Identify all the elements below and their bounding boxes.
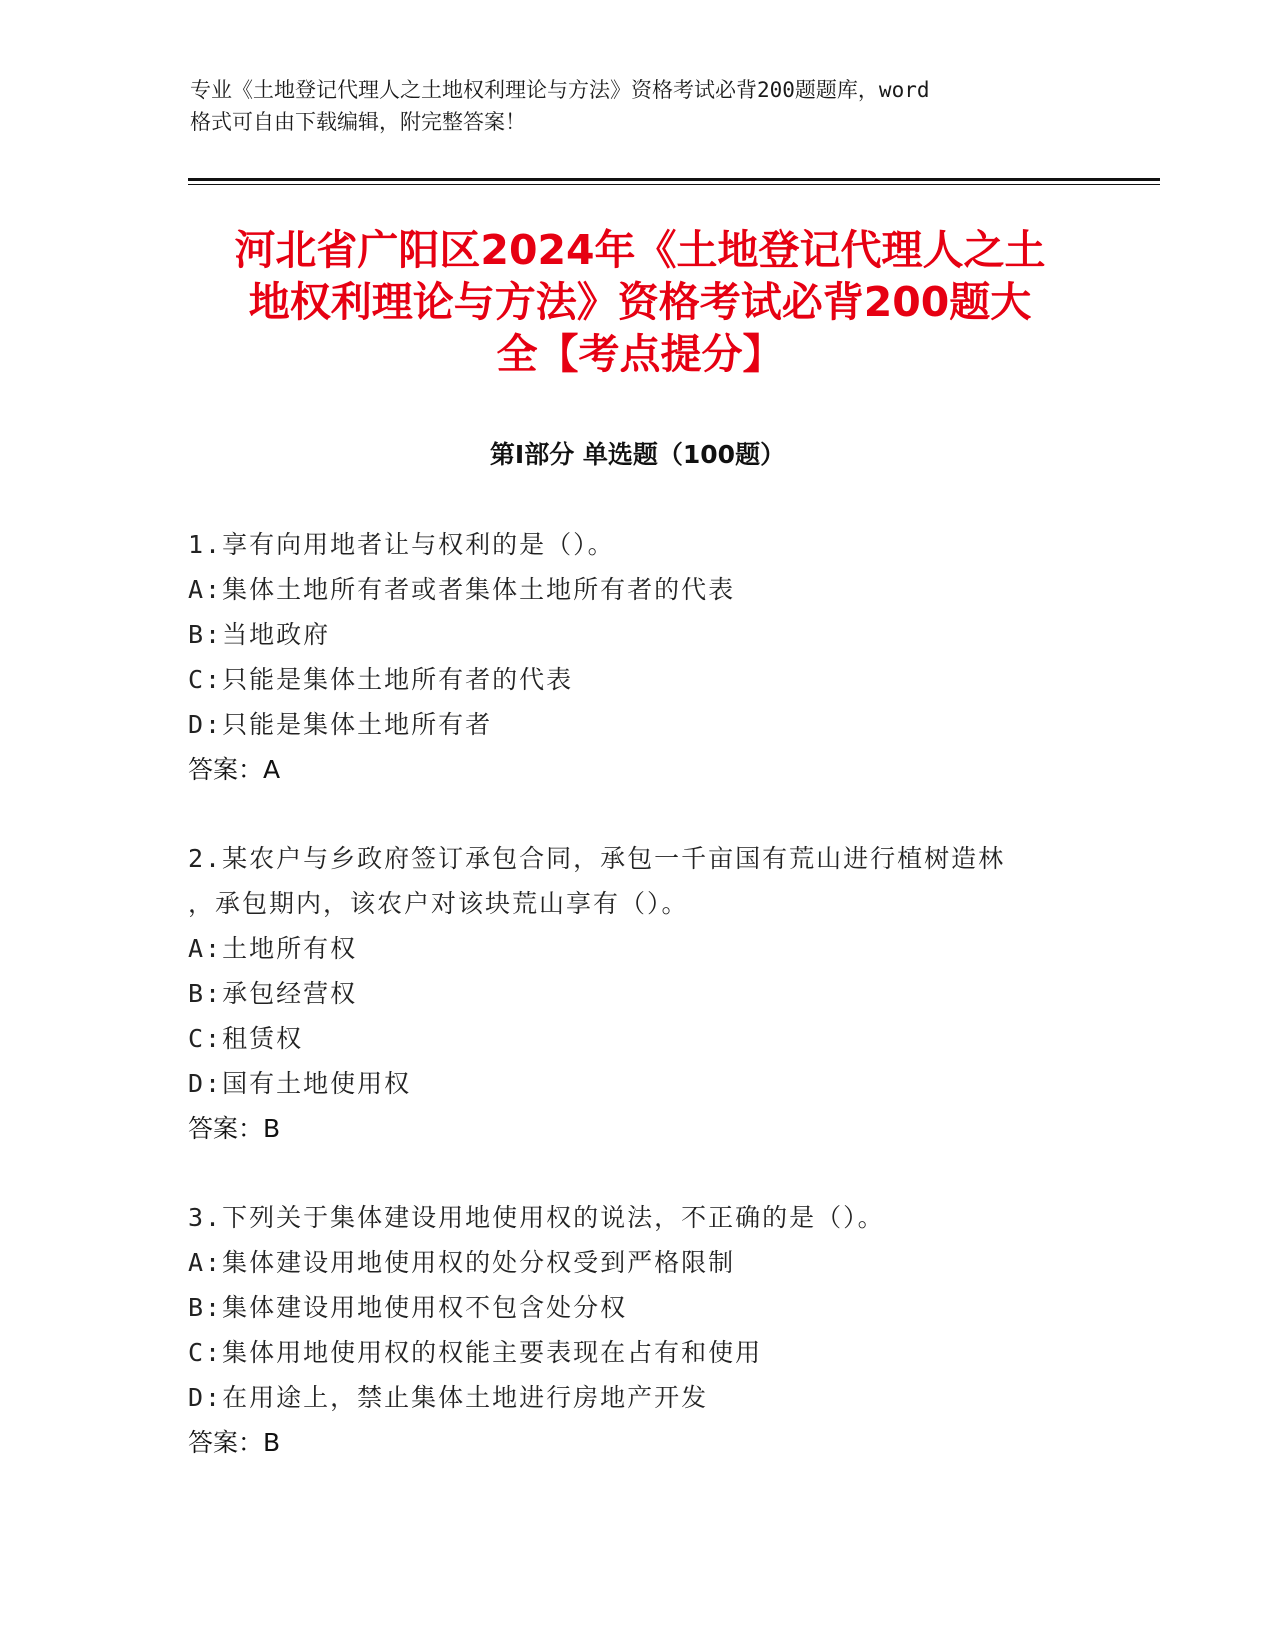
header-note-line-2: 格式可自由下载编辑，附完整答案！: [190, 110, 526, 134]
header-divider-thick: [188, 178, 1160, 181]
option-a: A:集体土地所有者或者集体土地所有者的代表: [188, 575, 736, 604]
question-stem-line: 1.享有向用地者让与权利的是（）。: [188, 530, 615, 559]
option-a: A:土地所有权: [188, 934, 358, 963]
answer-line: 答案：B: [188, 1428, 281, 1457]
answer-line: 答案：A: [188, 755, 281, 784]
option-b: B:承包经营权: [188, 979, 358, 1008]
option-d: D:只能是集体土地所有者: [188, 710, 493, 739]
header-divider-thin: [188, 184, 1160, 185]
question-item: [188, 836, 1088, 1151]
option-d: D:在用途上，禁止集体土地进行房地产开发: [188, 1383, 709, 1412]
document-title: [180, 224, 1100, 380]
question-item: [188, 1195, 1088, 1465]
answer-line: 答案：B: [188, 1114, 281, 1143]
option-c: C:只能是集体土地所有者的代表: [188, 665, 574, 694]
option-d: D:国有土地使用权: [188, 1069, 412, 1098]
question-stem-line: ，承包期内，该农户对该块荒山享有（）。: [188, 889, 689, 918]
option-b: B:当地政府: [188, 620, 331, 649]
option-c: C:租赁权: [188, 1024, 304, 1053]
option-c: C:集体用地使用权的权能主要表现在占有和使用: [188, 1338, 763, 1367]
section-title: 第Ⅰ部分 单选题（100题）: [489, 440, 786, 469]
document-title-line-2: 地权利理论与方法》资格考试必背200题大: [248, 278, 1032, 326]
document-title-line-1: 河北省广阳区2024年《土地登记代理人之土: [234, 226, 1046, 274]
question-item: [188, 522, 1088, 792]
question-list: [188, 522, 1088, 1509]
header-note: [190, 74, 1090, 138]
option-a: A:集体建设用地使用权的处分权受到严格限制: [188, 1248, 736, 1277]
document-title-line-3: 全【考点提分】: [496, 330, 784, 378]
header-note-line-1: 专业《土地登记代理人之土地权利理论与方法》资格考试必背200题题库，word: [190, 78, 930, 102]
question-stem-line: 2.某农户与乡政府签订承包合同，承包一千亩国有荒山进行植树造林: [188, 844, 1006, 873]
option-b: B:集体建设用地使用权不包含处分权: [188, 1293, 628, 1322]
question-stem-line: 3.下列关于集体建设用地使用权的说法，不正确的是（）。: [188, 1203, 885, 1232]
